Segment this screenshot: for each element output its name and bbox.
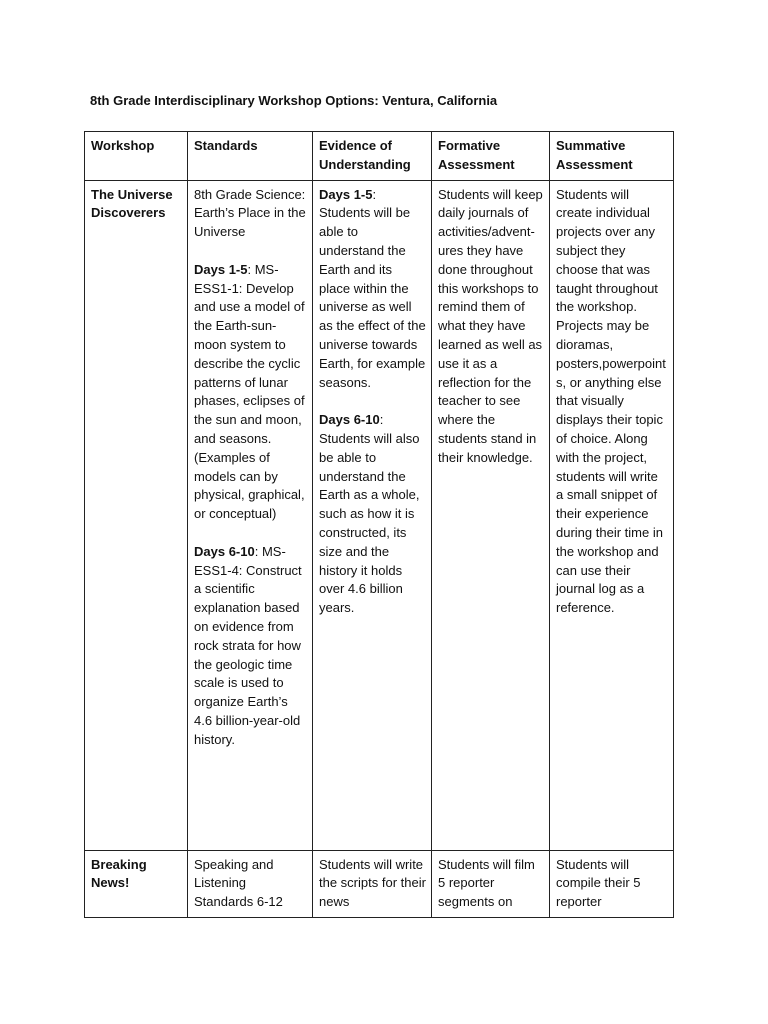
table-row bbox=[85, 850, 674, 917]
table-header-row bbox=[85, 132, 674, 181]
standards-days2-text: : MS-ESS1-4: Construct a scientific explanation based on evidence from rock strata for how the geologic time scale is used to organize Earth’s 4.6 billion-year-old history. bbox=[194, 543, 302, 747]
workshop-name-cell bbox=[85, 850, 188, 917]
document-title: 8th Grade Interdisciplinary Workshop Options: Ventura, California bbox=[90, 93, 498, 108]
workshop-name-text: Breaking News! bbox=[91, 856, 147, 891]
evidence-days1-label: Days 1-5 bbox=[319, 186, 373, 202]
standards-cell bbox=[188, 850, 313, 917]
formative-cell bbox=[432, 850, 550, 917]
standards-cell bbox=[188, 180, 313, 850]
evidence-cell bbox=[313, 850, 432, 917]
standards-intro: 8th Grade Science: Earth’s Place in the Universe bbox=[194, 186, 306, 240]
standards-text: Speaking and Listening Standards 6-12 bbox=[194, 856, 283, 910]
evidence-days2-text: : Students will also be able to understand the Earth as a whole, such as how it is constructed, its size and the history it holds over 4.6 billion years. bbox=[319, 412, 420, 616]
summative-text: Students will compile their 5 reporter bbox=[556, 856, 641, 910]
evidence-days1 bbox=[319, 186, 426, 393]
evidence-text: Students will write the scripts for their news bbox=[319, 856, 426, 910]
standards-days1-label: Days 1-5 bbox=[194, 261, 248, 277]
evidence-days2 bbox=[319, 411, 426, 618]
formative-text: Students will film 5 reporter segments on bbox=[438, 856, 535, 910]
standards-days2 bbox=[194, 543, 307, 750]
header-standards: Standards bbox=[188, 132, 313, 181]
header-workshop: Workshop bbox=[85, 132, 188, 181]
summative-cell: Students will create individual projects over any subject they choose that was taught throughout the workshop. Projects may be dioramas, posters,powerpoints, or anything else that visually displays their topic of choice. Along with the project, students will write a small snippet of their experience during their time in the workshop and can use their journal log as a reference. bbox=[550, 180, 674, 850]
table-row bbox=[85, 180, 674, 850]
evidence-days2-label: Days 6-10 bbox=[319, 412, 380, 428]
workshop-name-cell: The Universe Discoverers bbox=[85, 180, 188, 850]
header-formative: Formative Assessment bbox=[432, 132, 550, 181]
workshop-table bbox=[84, 131, 674, 918]
evidence-days1-text: : Students will be able to understand the Earth and its place within the universe as well as the effect of the universe towards Earth, for example seasons. bbox=[319, 186, 426, 390]
standards-days2-label: Days 6-10 bbox=[194, 543, 255, 559]
header-evidence: Evidence of Understanding bbox=[313, 132, 432, 181]
standards-days1-text: : MS-ESS1-1: Develop and use a model of the Earth-sun-moon system to describe the cyclic patterns of lunar phases, eclipses of the sun and moon, and seasons. (Examples of models can by physical, graphical, or conceptual) bbox=[194, 261, 305, 522]
standards-days1 bbox=[194, 261, 307, 524]
evidence-cell bbox=[313, 180, 432, 850]
summative-cell bbox=[550, 850, 674, 917]
header-summative: Summative Assessment bbox=[550, 132, 674, 181]
formative-cell: Students will keep daily journals of activities/advent-ures they have done throughout this workshops to remind them of what they have learned as well as use it as a reflection for the teacher to see where the students stand in their knowledge. bbox=[432, 180, 550, 850]
